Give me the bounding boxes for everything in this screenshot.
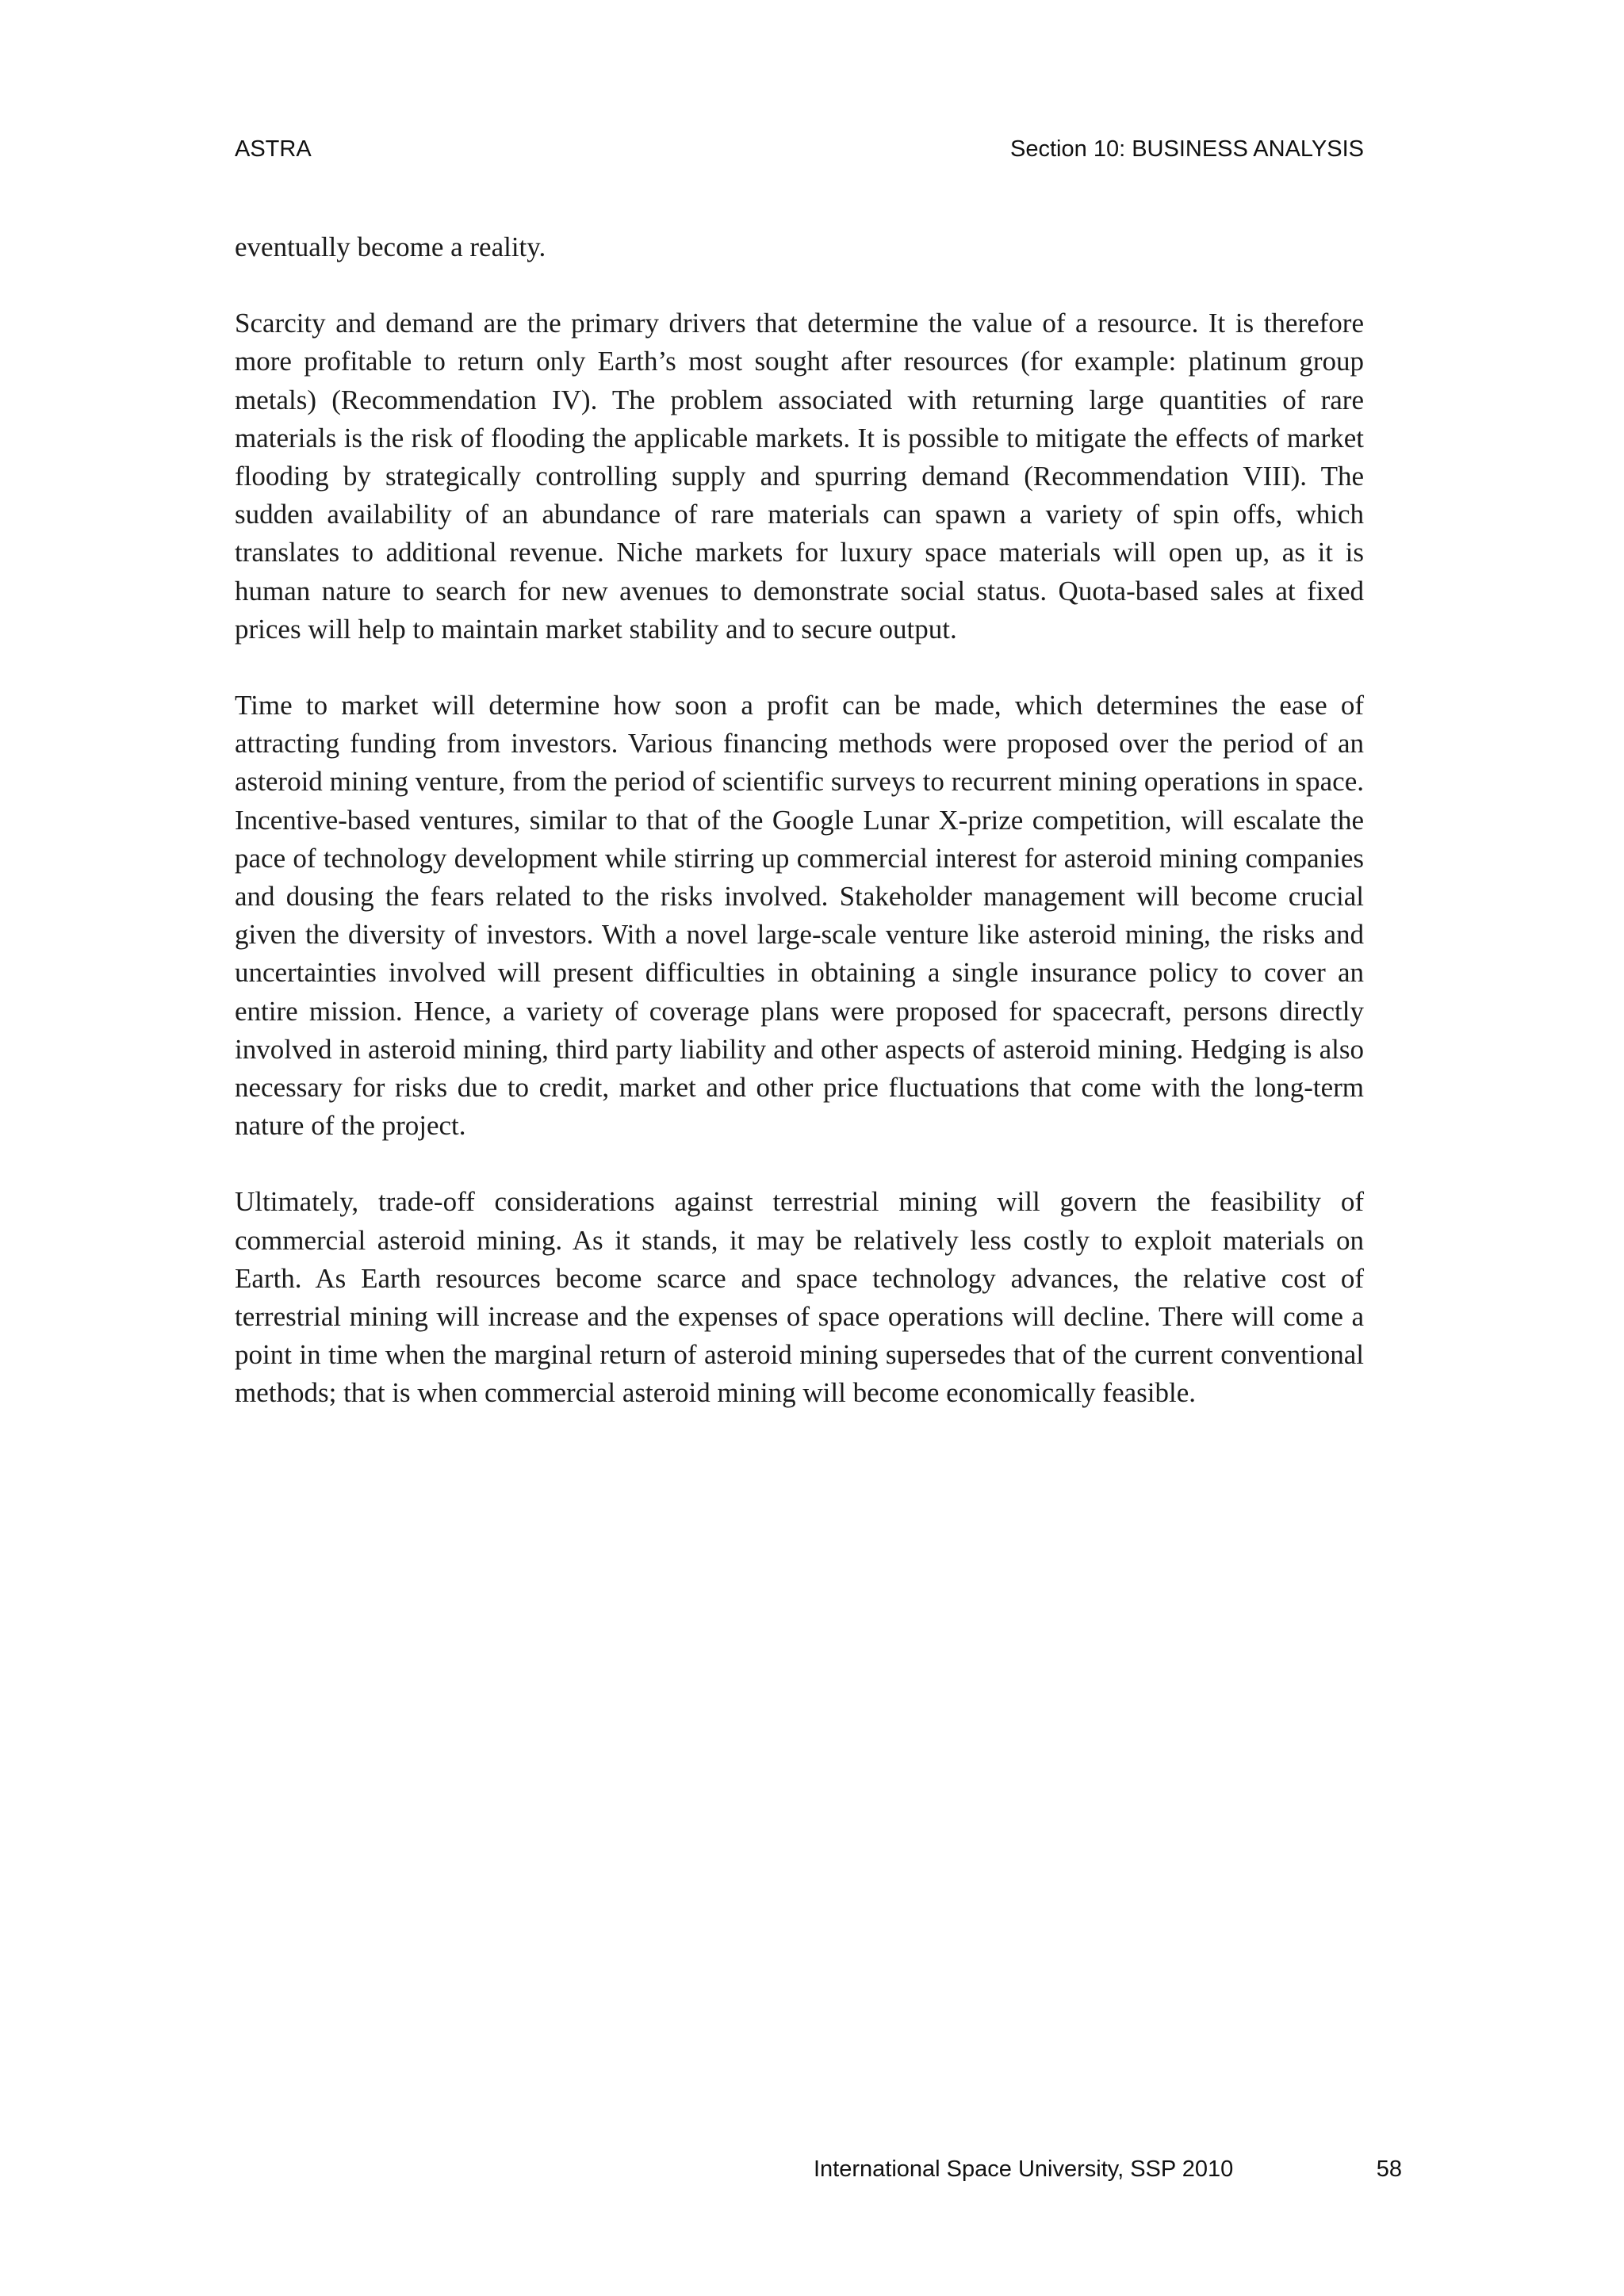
header-section: Section 10: BUSINESS ANALYSIS	[1010, 136, 1364, 162]
footer-text: International Space University, SSP 2010	[814, 2156, 1234, 2182]
paragraph-time-to-market: Time to market will determine how soon a profit can be made, which determines the ease of attracting funding from investors. Various financing methods were proposed over the period of an asteroid mining venture, from the period of scientific surveys to recurrent mining operations in space. Incentive-based ventures, similar to that of the Google Lunar X-prize competition, will escalate the pace of technology development while stirring up commercial interest for asteroid mining companies and dousing the fears related to the risks involved. Stakeholder management will become crucial given the diversity of investors. With a novel large-scale venture like asteroid mining, the risks and uncertainties involved will present difficulties in obtaining a single insurance policy to cover an entire mission. Hence, a variety of coverage plans were proposed for spacecraft, persons directly involved in asteroid mining, third party liability and other aspects of asteroid mining. Hedging is also necessary for risks due to credit, market and other price fluctuations that come with the long-term nature of the project.	[235, 690, 1364, 1142]
paragraph-continuation: eventually become a reality.	[235, 232, 546, 262]
page-number: 58	[1376, 2156, 1402, 2182]
header-title: ASTRA	[235, 136, 312, 162]
paragraph-trade-off: Ultimately, trade-off considerations against terrestrial mining will govern the feasibility of commercial asteroid mining. As it stands, it may be relatively less costly to exploit materials on Earth. As Earth resources become scarce and space technology advances, the relative cost of terrestrial mining will increase and the expenses of space operations will decline. There will come a point in time when the marginal return of asteroid mining supersedes that of the current conventional methods; that is when commercial asteroid mining will become economically feasible.	[235, 1186, 1364, 1409]
body-text	[235, 228, 1364, 1451]
running-footer	[235, 2156, 1402, 2188]
paragraph-scarcity: Scarcity and demand are the primary drivers that determine the value of a resource. It is therefore more profitable to return only Earth’s most sought after resources (for example: platinum group metals) (Recommendation IV). The problem associated with returning large quantities of rare materials is the risk of flooding the applicable markets. It is possible to mitigate the effects of market flooding by strategically controlling supply and spurring demand (Recommendation VIII). The sudden availability of an abundance of rare materials can spawn a variety of spin offs, which translates to additional revenue. Niche markets for luxury space materials will open up, as it is human nature to search for new avenues to demonstrate social status. Quota-based sales at fixed prices will help to maintain market stability and to secure output.	[235, 308, 1364, 645]
running-header	[235, 136, 1364, 168]
